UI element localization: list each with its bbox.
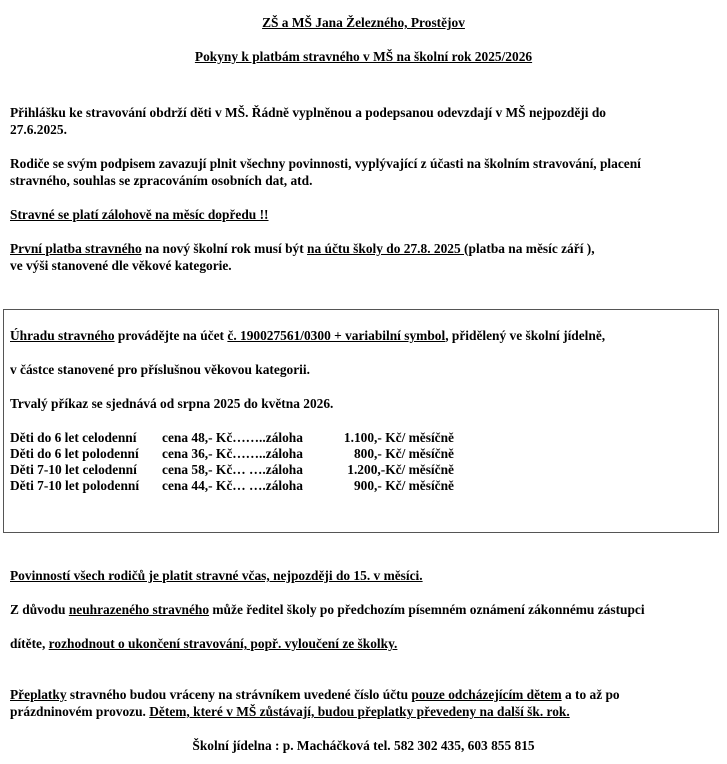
rate-row: [10, 430, 454, 446]
obligations-paragraph-line2: stravného, souhlas se zpracováním osobních dat, atd.: [10, 173, 313, 188]
payment-deadline-note: Povinností všech rodičů je platit stravné včas, nejpozději do 15. v měsíci.: [10, 568, 423, 583]
rate-group: Děti do 6 let celodenní: [10, 430, 137, 445]
advance-payment-note: Stravné se platí zálohově na měsíc dopředu !!: [10, 207, 269, 222]
application-paragraph-line2: 27.6.2025.: [10, 122, 67, 137]
overpayment-text: stravného budou vráceny na strávníkem uvedené číslo účtu: [66, 687, 412, 702]
first-payment-label: První platba stravného: [10, 241, 142, 256]
rate-price: cena 44,- Kč… ….záloha: [162, 478, 303, 493]
payment-text: provádějte na účet: [114, 328, 228, 343]
rate-row: [10, 446, 454, 462]
unpaid-note-line2: [10, 636, 397, 652]
application-paragraph-line1: Přihlášku ke stravování obdrží děti v MŠ. Řádně vyplněnou a podepsanou odevzdají v MŠ nejpozději do: [10, 105, 606, 120]
rate-price: cena 58,- Kč… ….záloha: [162, 462, 303, 477]
overpayment-timing: a to až po: [561, 687, 620, 702]
overpayment-line2: [10, 704, 570, 720]
rate-deposit: 1.200,-Kč/ měsíčně: [347, 462, 454, 477]
rate-deposit: 800,- Kč/ měsíčně: [353, 446, 454, 461]
first-payment-line1: [10, 241, 595, 257]
overpayment-line1: [10, 687, 620, 703]
payment-label: Úhradu stravného: [10, 328, 115, 343]
document-heading: Pokyny k platbám stravného v MŠ na školní rok 2025/2026: [194, 49, 533, 64]
rate-deposit: 900,- Kč/ měsíčně: [353, 478, 454, 493]
rate-price: cena 36,- Kč……..záloha: [162, 446, 303, 461]
rate-row: [10, 478, 454, 494]
leaving-children: pouze odcházejícím dětem: [411, 687, 562, 702]
obligations-paragraph-line1: Rodiče se svým podpisem zavazují plnit všechny povinnosti, vyplývající z účasti na školním stravování, placení: [10, 156, 641, 171]
unpaid-text: může ředitel školy po předchozím písemném oznámení zákonnému zástupci: [209, 602, 645, 617]
rate-group: Děti do 6 let polodenní: [10, 446, 139, 461]
unpaid-label: neuhrazeného stravného: [68, 602, 210, 617]
standing-order-note: Trvalý příkaz se sjednává od srpna 2025 do května 2026.: [10, 396, 334, 411]
school-name: ZŠ a MŠ Jana Železného, Prostějov: [262, 15, 465, 30]
first-payment-deadline: na účtu školy do 27.8. 2025: [307, 241, 465, 256]
rate-group: Děti 7-10 let polodenní: [10, 478, 140, 493]
first-payment-line2: ve výši stanovené dle věkové kategorie.: [10, 258, 232, 273]
rate-group: Děti 7-10 let celodenní: [10, 462, 137, 477]
canteen-contact: Školní jídelna : p. Macháčková tel. 582 302 435, 603 855 815: [192, 738, 535, 753]
rate-row: [10, 462, 454, 478]
holiday-operation: prázdninovém provozu.: [10, 704, 150, 719]
first-payment-month: (platba na měsíc září ),: [464, 241, 595, 256]
payment-account-line: [10, 328, 605, 344]
first-payment-text: na nový školní rok musí být: [141, 241, 308, 256]
termination-text: rozhodnout o ukončení stravování, popř. vyloučení ze školky.: [48, 636, 398, 651]
unpaid-reason: Z důvodu: [10, 602, 69, 617]
rate-price: cena 48,- Kč……..záloha: [162, 430, 303, 445]
payment-assignment: , přidělený ve školní jídelně,: [445, 328, 606, 343]
account-number: č. 190027561/0300 + variabilní symbol: [227, 328, 446, 343]
unpaid-child: dítěte,: [10, 636, 49, 651]
unpaid-note-line1: [10, 602, 645, 618]
overpayment-label: Přeplatky: [10, 687, 67, 702]
overpayment-transfer: Dětem, které v MŠ zůstávají, budou přeplatky převedeny na další šk. rok.: [149, 704, 570, 719]
rate-deposit: 1.100,- Kč/ měsíčně: [343, 430, 454, 445]
amount-note: v částce stanovené pro příslušnou věkovou kategorii.: [10, 362, 310, 377]
